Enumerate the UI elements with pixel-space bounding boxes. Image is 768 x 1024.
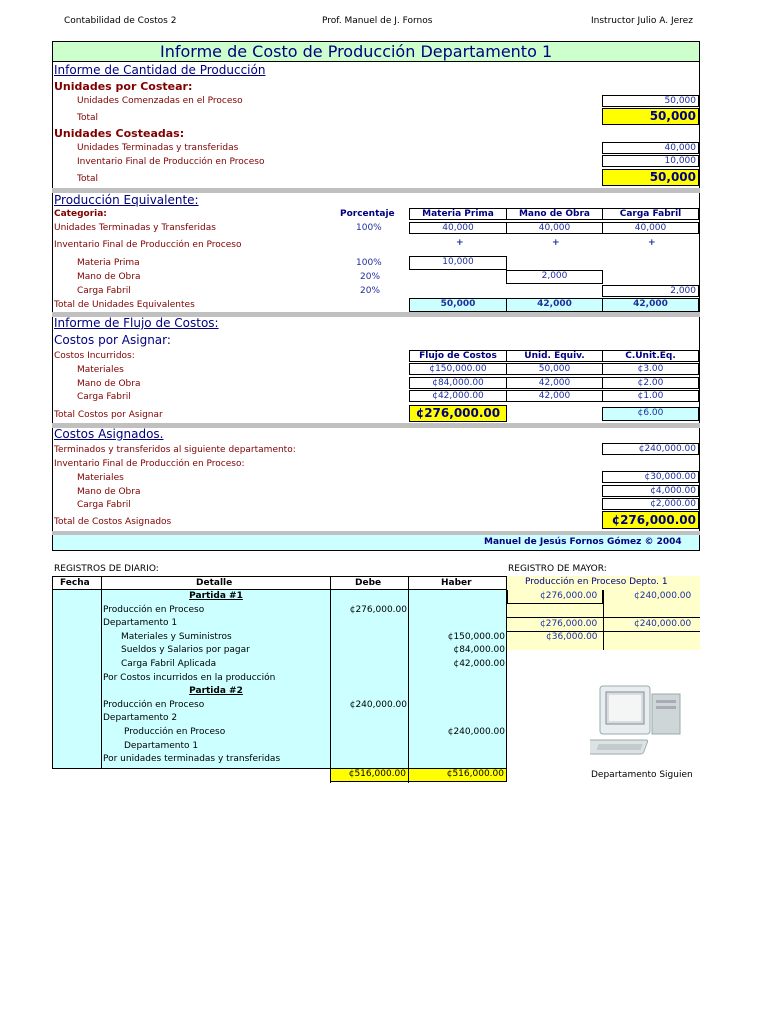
diario-col-haber: Haber — [441, 578, 472, 588]
col-unid: Unid. Equiv. — [506, 350, 603, 362]
eq-mo-val: 2,000 — [506, 270, 603, 284]
asig-total-label: Total de Costos Asignados — [54, 517, 172, 527]
mayor-account: Producción en Proceso Depto. 1 — [525, 577, 668, 587]
diario-row-detalle: Producción en Proceso — [124, 727, 226, 737]
mayor-r2-haber: ¢240,000.00 — [634, 619, 692, 629]
flujo-row-label: Carga Fabril — [77, 392, 131, 402]
flujo-row-cunit: ¢3.00 — [602, 363, 699, 375]
eq-total-mp: 50,000 — [409, 298, 507, 312]
diario-row-haber: ¢150,000.00 — [447, 631, 505, 642]
flujo-total-label: Total Costos por Asignar — [54, 410, 163, 420]
eq-inv-label: Inventario Final de Producción en Proceso — [54, 240, 242, 250]
computer-caption: Departamento Siguien — [591, 770, 693, 780]
section-cantidad: Informe de Cantidad de Producción — [54, 63, 266, 77]
diario-row-haber: ¢42,000.00 — [453, 659, 505, 669]
asig-row-label: Mano de Obra — [77, 487, 141, 497]
col-flujo: Flujo de Costos — [409, 350, 507, 362]
mayor-divider — [603, 590, 604, 650]
costos-por-asignar: Costos por Asignar: — [54, 333, 171, 347]
eq-cf-label: Carga Fabril — [77, 286, 131, 296]
inventario-label: Inventario Final de Producción en Proceso — [77, 157, 265, 167]
mayor-r3-debe: ¢36,000.00 — [546, 632, 598, 642]
section-asignados: Costos Asignados. — [54, 427, 164, 441]
flujo-total-value: ¢276,000.00 — [409, 405, 507, 422]
por-costear-heading: Unidades por Costear: — [54, 80, 193, 93]
diario-title: REGISTROS DE DIARIO: — [54, 564, 159, 574]
plus-mp: + — [456, 238, 464, 248]
comenzadas-label: Unidades Comenzadas en el Proceso — [77, 96, 243, 106]
flujo-row-flujo: ¢42,000.00 — [409, 390, 507, 402]
categoria-label: Categoria: — [54, 209, 107, 219]
col-mano-obra: Mano de Obra — [506, 208, 603, 220]
plus-cf: + — [648, 238, 656, 248]
credit-text: Manuel de Jesús Fornos Gómez © 2004 — [484, 537, 682, 547]
section-equivalente: Producción Equivalente: — [54, 193, 199, 207]
header-instructor: Instructor Julio A. Jerez — [591, 16, 693, 26]
col-cunit: C.Unit.Eq. — [602, 350, 699, 362]
eq-cf-val: 2,000 — [602, 285, 699, 297]
diario-row-haber: ¢240,000.00 — [447, 727, 505, 737]
diario-row-detalle: Producción en Proceso — [103, 604, 205, 615]
eq-mp-label: Materia Prima — [77, 258, 140, 268]
total-label: Total — [77, 113, 99, 123]
costeadas-heading: Unidades Costeadas: — [54, 127, 185, 140]
diario-col-detalle: Detalle — [196, 578, 233, 588]
computer-icon — [590, 680, 700, 765]
diario-row-detalle: Por unidades terminadas y transferidas — [103, 754, 281, 765]
col-materia-prima: Materia Prima — [409, 208, 507, 220]
diario-header-row — [52, 576, 507, 590]
asig-total-value: ¢276,000.00 — [602, 511, 699, 529]
eq-term-cf: 40,000 — [602, 222, 699, 234]
flujo-total-cunit: ¢6.00 — [602, 407, 699, 421]
eq-mo-pct: 20% — [360, 272, 381, 282]
costos-incurridos: Costos Incurridos: — [54, 351, 135, 361]
mayor-r1-debe: ¢276,000.00 — [540, 591, 598, 601]
flujo-row-cunit: ¢1.00 — [602, 390, 699, 402]
diario-row-detalle: Producción en Proceso — [103, 699, 205, 710]
mayor-line — [507, 631, 700, 632]
inventario-value: 10,000 — [602, 155, 699, 167]
total-value: 50,000 — [602, 108, 699, 125]
diario-row-detalle: Departamento 1 — [124, 740, 199, 751]
asig-row-label: Carga Fabril — [77, 500, 131, 510]
flujo-row-unid: 50,000 — [506, 363, 603, 375]
flujo-row-cunit: ¢2.00 — [602, 377, 699, 389]
eq-term-mp: 40,000 — [409, 222, 507, 234]
eq-term-pct: 100% — [356, 223, 382, 233]
porcentaje-header: Porcentaje — [340, 209, 395, 219]
diario-col-debe: Debe — [355, 578, 382, 588]
asig-inv-label: Inventario Final de Producción en Proceso: — [54, 459, 245, 469]
asig-row-value: ¢2,000.00 — [602, 498, 699, 510]
eq-total-cf: 42,000 — [602, 298, 699, 312]
terminadas-label: Unidades Terminadas y transferidas — [77, 143, 239, 153]
diario-row-debe: ¢240,000.00 — [349, 699, 407, 710]
diario-row-detalle: Sueldos y Salarios por pagar — [121, 645, 250, 656]
report-title: Informe de Costo de Producción Departamento 1 — [160, 42, 553, 61]
asig-row-value: ¢30,000.00 — [602, 471, 699, 483]
diario-row-detalle: Por Costos incurridos en la producción — [103, 672, 276, 683]
asig-term-value: ¢240,000.00 — [602, 443, 699, 455]
mayor-r2-debe: ¢276,000.00 — [540, 619, 598, 629]
mayor-r1-haber: ¢240,000.00 — [634, 591, 692, 601]
asig-row-label: Materiales — [77, 473, 124, 483]
diario-row-debe: ¢276,000.00 — [349, 604, 407, 615]
partida-heading: Partida #1 — [189, 591, 243, 601]
flujo-row-label: Materiales — [77, 365, 124, 375]
eq-mp-pct: 100% — [356, 258, 382, 268]
eq-mo-label: Mano de Obra — [77, 272, 141, 282]
header-course: Contabilidad de Costos 2 — [64, 16, 177, 26]
mayor-title: REGISTRO DE MAYOR: — [508, 564, 607, 574]
terminadas-value: 40,000 — [602, 142, 699, 154]
eq-term-label: Unidades Terminadas y Transferidas — [54, 223, 216, 233]
diario-total-haber: ¢516,000.00 — [408, 768, 507, 782]
flujo-row-flujo: ¢150,000.00 — [409, 363, 507, 375]
eq-mp-val: 10,000 — [409, 256, 507, 270]
diario-row-detalle: Departamento 1 — [103, 618, 178, 629]
col-divider — [101, 576, 102, 769]
asig-term-label: Terminados y transferidos al siguiente departamento: — [54, 445, 296, 455]
col-divider — [408, 576, 409, 783]
diario-row-detalle: Departamento 2 — [103, 713, 178, 724]
flujo-row-unid: 42,000 — [506, 377, 603, 389]
comenzadas-value: 50,000 — [602, 95, 699, 107]
flujo-row-label: Mano de Obra — [77, 379, 141, 389]
flujo-row-flujo: ¢84,000.00 — [409, 377, 507, 389]
diario-row-haber: ¢84,000.00 — [453, 645, 505, 656]
eq-cf-pct: 20% — [360, 286, 381, 296]
diario-row-detalle: Carga Fabril Aplicada — [121, 659, 217, 669]
eq-total-mo: 42,000 — [506, 298, 603, 312]
flujo-row-unid: 42,000 — [506, 390, 603, 402]
asig-row-value: ¢4,000.00 — [602, 485, 699, 497]
partida-heading: Partida #2 — [189, 686, 243, 697]
section-flujo: Informe de Flujo de Costos: — [54, 316, 219, 330]
col-carga-fabril: Carga Fabril — [602, 208, 699, 220]
diario-col-fecha: Fecha — [60, 578, 90, 588]
diario-row-detalle: Materiales y Suministros — [121, 631, 232, 642]
total2-label: Total — [77, 174, 99, 184]
eq-term-mo: 40,000 — [506, 222, 603, 234]
plus-mo: + — [552, 238, 560, 248]
diario-total-debe: ¢516,000.00 — [330, 768, 409, 782]
total2-value: 50,000 — [602, 169, 699, 186]
header-professor: Prof. Manuel de J. Fornos — [322, 16, 433, 26]
eq-total-label: Total de Unidades Equivalentes — [54, 300, 195, 310]
